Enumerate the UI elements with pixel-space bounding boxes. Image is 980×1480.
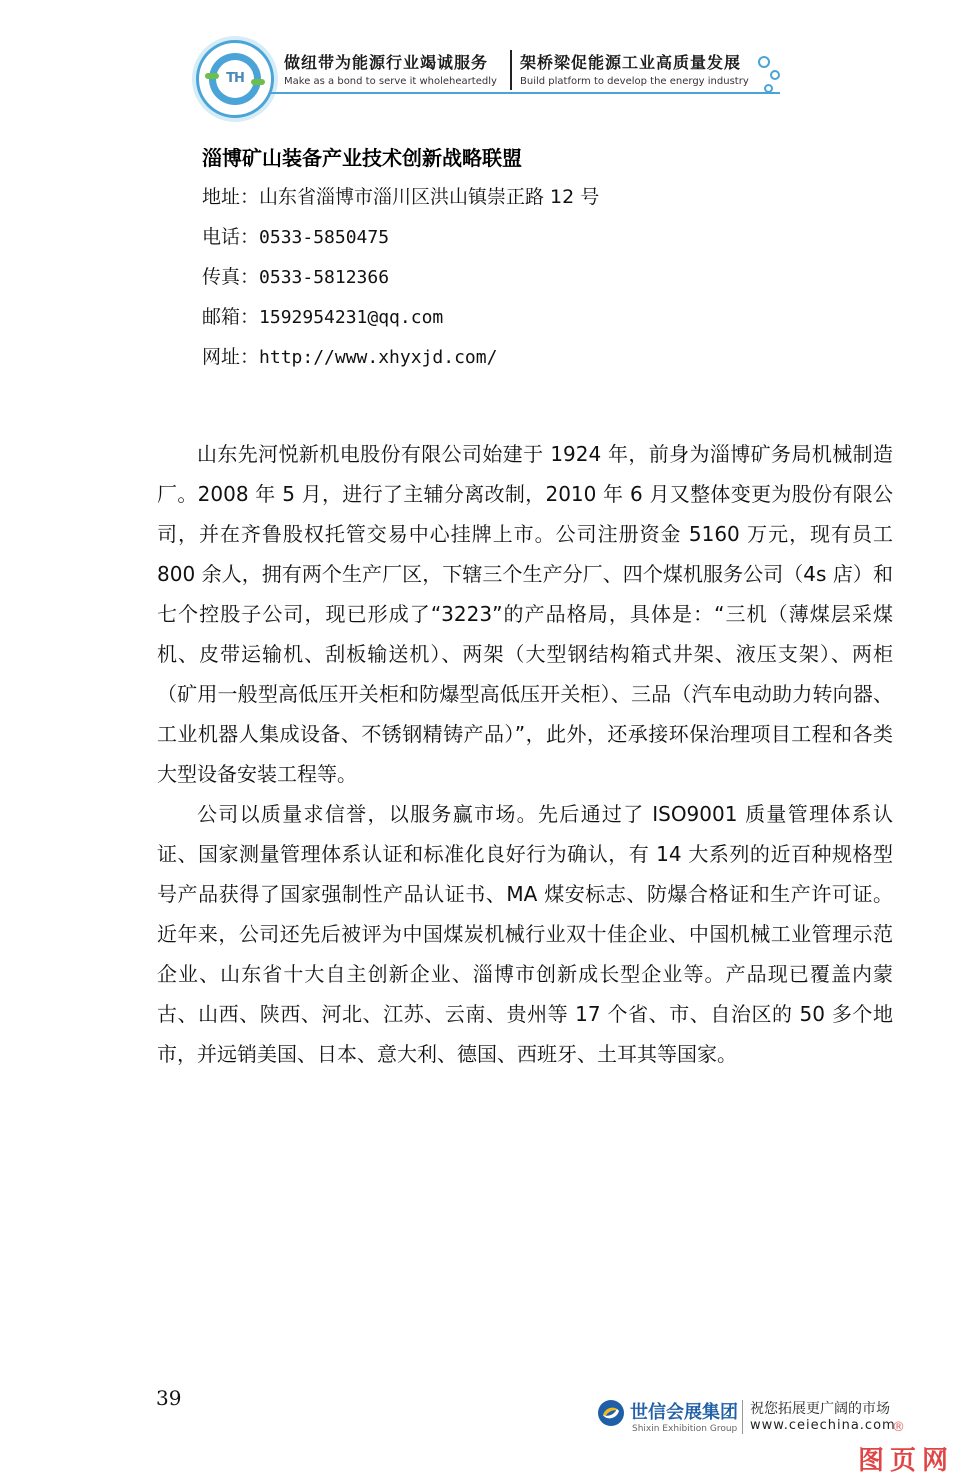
website-line (202, 342, 497, 369)
brand-name-en: Shixin Exhibition Group (632, 1424, 738, 1434)
email-label: 邮箱： (202, 306, 260, 328)
page-number: 39 (156, 1386, 182, 1410)
fax-value: 0533-5812366 (259, 267, 390, 288)
fax-line (202, 262, 389, 289)
phone-label: 电话： (202, 226, 260, 248)
header-logo (196, 40, 274, 118)
header-logo-mark: TH (226, 71, 244, 86)
paragraph-quality: 公司以质量求信誉，以服务赢市场。先后通过了 ISO9001 质量管理体系认证、国家测量管理体系认证和标准化良好行为确认，有 14 大系列的近百种规格型号产品获得了国家强制性产品认证书、MA 煤安标志、防爆合格证和生产许可证。近年来，公司还先后被评为中国煤炭机械行业双十佳企业、中国机械工业管理示范企业、山东省十大自主创新企业、淄博市创新成长型企业等。产品现已覆盖内蒙古、山西、陕西、河北、江苏、云南、贵州等 17 个省、市、自治区的 50 多个地市，并远销美国、日本、意大利、德国、西班牙、土耳其等国家。 (157, 802, 893, 1066)
website-label: 网址： (202, 346, 260, 368)
header-rule (270, 92, 780, 94)
header-slogan-en-right: Build platform to develop the energy industry (520, 76, 749, 87)
registered-mark-icon: ® (892, 1420, 905, 1435)
brand-name-cn: 世信会展集团 (630, 1402, 738, 1423)
paragraph-history: 山东先河悦新机电股份有限公司始建于 1924 年，前身为淄博矿务局机械制造厂。2008 年 5 月，进行了主辅分离改制，2010 年 6 月又整体变更为股份有限公司，并在齐鲁股权托管交易中心挂牌上市。公司注册资金 5160 万元，现有员工 800 余人，拥有两个生产厂区，下辖三个生产分厂、四个煤机服务公司（4s 店）和七个控股子公司，现已形成了“3223”的产品格局，具体是：“三机（薄煤层采煤机、皮带运输机、刮板输送机）、两架（大型钢结构箱式井架、液压支架）、两柜（矿用一般型高低压开关柜和防爆型高低压开关柜）、三品（汽车电动助力转向器、工业机器人集成设备、不锈钢精铸产品）”，此外，还承接环保治理项目工程和各类大型设备安装工程等。 (157, 442, 893, 786)
header-divider (510, 50, 512, 90)
company-description (157, 434, 893, 1074)
header-bubble-icon (764, 84, 773, 93)
shixin-logo-icon (596, 1398, 626, 1428)
org-name: 淄博矿山装备产业技术创新战略联盟 (202, 146, 522, 170)
phone-line (202, 222, 389, 249)
email-value[interactable]: 1592954231@qq.com (259, 307, 444, 328)
address-value: 山东省淄博市淄川区洪山镇崇正路 12 号 (259, 186, 600, 208)
site-watermark: 图页网 (858, 1446, 955, 1476)
fax-label: 传真： (202, 266, 260, 288)
brand-url[interactable]: www.ceiechina.com (750, 1418, 896, 1433)
header-logo-core (216, 60, 254, 98)
phone-value: 0533-5850475 (259, 227, 390, 248)
address-line (202, 182, 599, 209)
email-line (202, 302, 443, 329)
brand-divider (742, 1400, 743, 1434)
header-bubble-icon (758, 56, 770, 68)
header-slogan-cn-left: 做纽带为能源行业竭诚服务 (284, 53, 489, 72)
logo-leaf-icon (251, 79, 265, 85)
header-bubble-icon (770, 70, 780, 80)
logo-leaf-icon (205, 73, 219, 79)
header-slogan-cn-right: 架桥梁促能源工业高质量发展 (520, 53, 742, 72)
address-label: 地址： (202, 186, 260, 208)
header-slogan-en-left: Make as a bond to serve it wholeheartedly (284, 76, 497, 87)
website-link[interactable]: http://www.xhyxjd.com/ (259, 347, 498, 368)
brand-tagline: 祝您拓展更广阔的市场 (750, 1401, 890, 1417)
